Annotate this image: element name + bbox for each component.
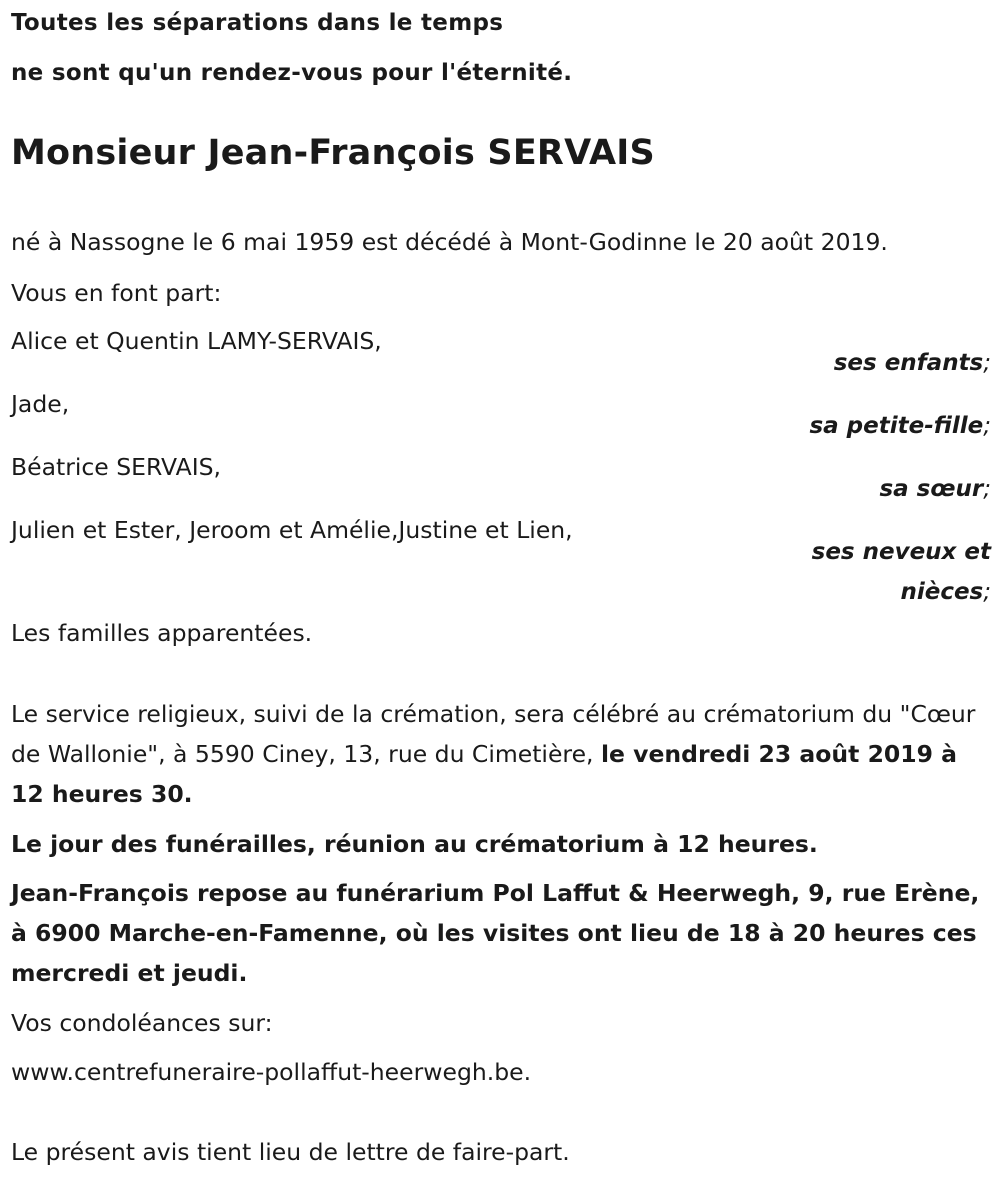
families-line: Les familles apparentées. [11,619,313,647]
family-names-3: Béatrice SERVAIS, [11,453,222,481]
family-names-1: Alice et Quentin LAMY-SERVAIS, [11,327,382,355]
deceased-name: Monsieur Jean-François SERVAIS [11,133,655,173]
family-role-1: ses enfants; [833,350,991,376]
quote-line-1: Toutes les séparations dans le temps [11,10,504,36]
family-role-3: sa sœur; [879,476,991,502]
service-text: Le service religieux, suivi de la crémation, sera célébré au crématorium du "Cœur de Wallonie", à 5590 Ciney, 13, rue du Cimetière, [11,700,976,768]
birth-death-line: né à Nassogne le 6 mai 1959 est décédé à Mont-Godinne le 20 août 2019. [11,228,888,256]
service-date: le vendredi 23 août 2019 à 12 heures 30. [11,740,958,808]
family-role-4-line-2: nièces; [900,579,991,605]
family-role-4-line-1: ses neveux et [811,539,991,565]
family-names-2: Jade, [11,390,70,418]
intro-line: Vous en font part: [11,279,222,307]
service-paragraph [11,694,991,814]
condolences-url[interactable]: www.centrefuneraire-pollaffut-heerwegh.be. [11,1058,532,1086]
closing-line: Le présent avis tient lieu de lettre de faire-part. [11,1138,570,1166]
repose-paragraph: Jean-François repose au funérarium Pol Laffut & Heerwegh, 9, rue Erène, à 6900 Marche-en-Famenne, où les visites ont lieu de 18 à 20 heures ces mercredi et jeudi. [11,879,980,987]
meeting-line: Le jour des funérailles, réunion au crématorium à 12 heures. [11,830,818,858]
quote-line-2: ne sont qu'un rendez-vous pour l'éternité. [11,60,573,86]
condolences-label: Vos condoléances sur: [11,1009,273,1037]
family-role-2: sa petite-fille; [809,413,991,439]
family-names-4: Julien et Ester, Jeroom et Amélie,Justine et Lien, [11,516,573,544]
